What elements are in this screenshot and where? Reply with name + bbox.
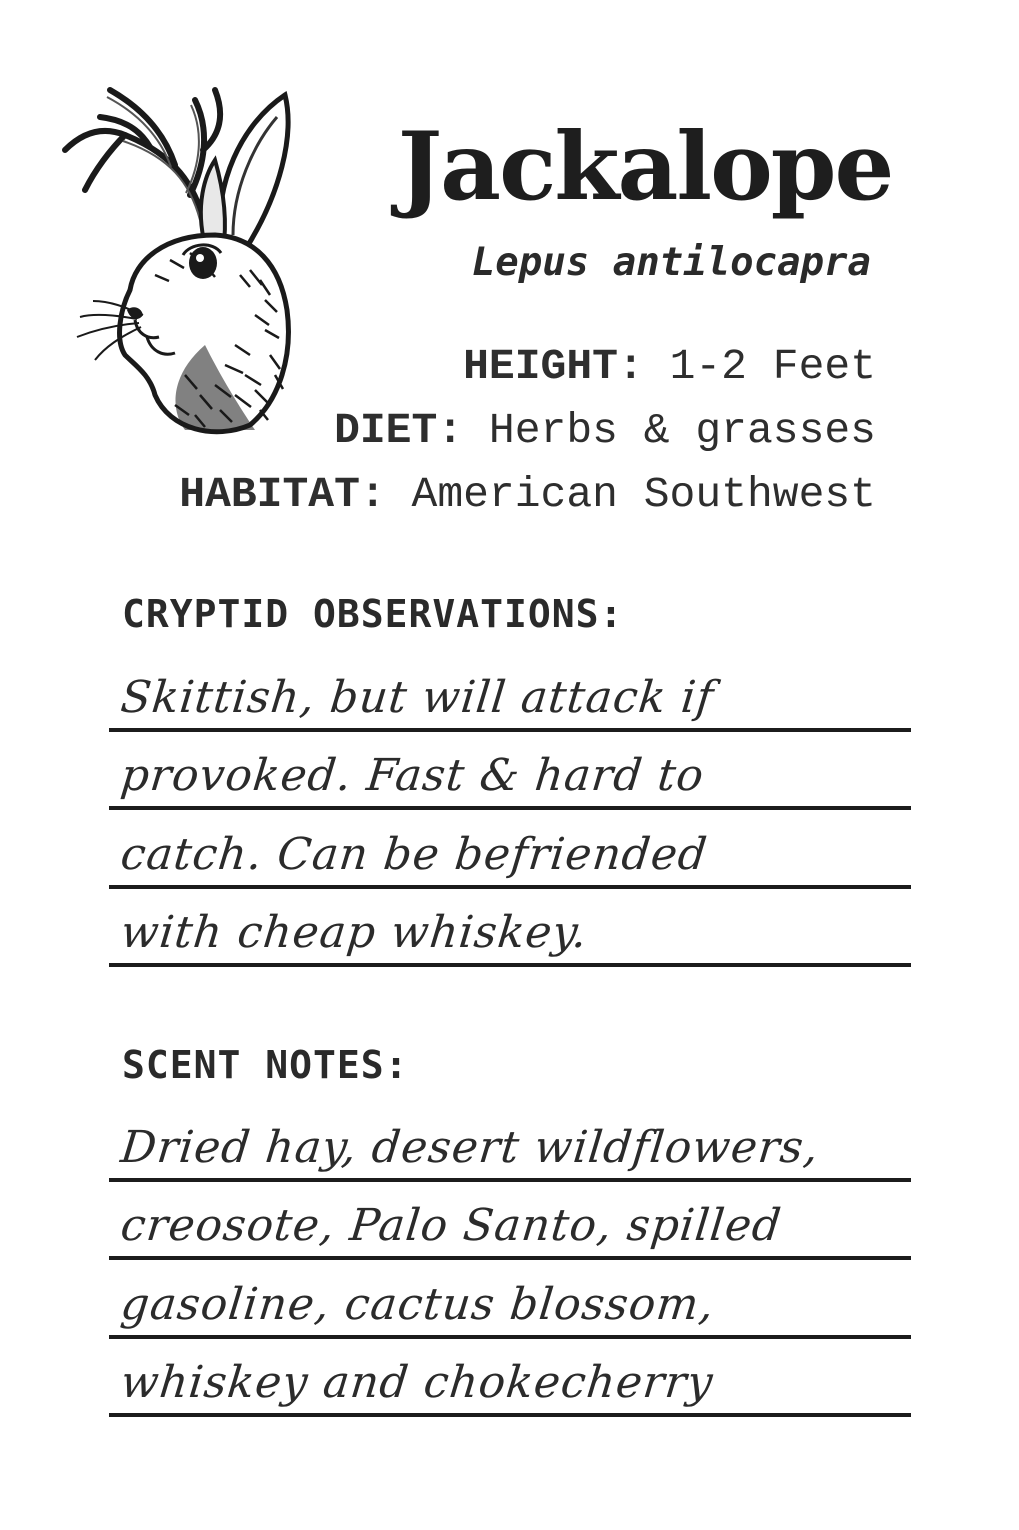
- fact-height: [463, 341, 876, 393]
- scientific-name: Lepus antilocapra: [471, 240, 871, 285]
- observations-heading: CRYPTID OBSERVATIONS:: [122, 592, 624, 636]
- fact-value: Herbs & grasses: [488, 406, 876, 455]
- fact-label: HEIGHT:: [463, 342, 644, 391]
- scent-notes-heading: SCENT NOTES:: [122, 1043, 409, 1087]
- handwritten-text: creosote, Palo Santo, spilled: [118, 1200, 785, 1251]
- fact-label: HABITAT:: [179, 470, 386, 519]
- handwritten-line: [109, 1182, 911, 1261]
- handwritten-text: Dried hay, desert wildflowers,: [118, 1121, 822, 1173]
- handwritten-line: [109, 732, 911, 811]
- handwritten-line: [109, 889, 911, 968]
- fact-label: DIET:: [334, 406, 464, 455]
- handwritten-text: catch. Can be befriended: [118, 828, 711, 880]
- handwritten-text: whiskey and chokecherry: [118, 1357, 716, 1408]
- fact-value: 1-2 Feet: [669, 342, 876, 391]
- handwritten-text: provoked. Fast & hard to: [118, 750, 707, 801]
- handwritten-line: [109, 1103, 911, 1182]
- handwritten-line: [109, 1339, 911, 1418]
- card-title: Jackalope: [397, 112, 893, 222]
- scent-notes-lines: [109, 1103, 911, 1417]
- handwritten-text: with cheap whiskey.: [118, 907, 591, 958]
- fact-value: American Southwest: [411, 470, 876, 519]
- jackalope-head-icon: [55, 75, 300, 440]
- handwritten-text: Skittish, but will attack if: [118, 671, 717, 723]
- handwritten-line: [109, 1260, 911, 1339]
- handwritten-line: [109, 653, 911, 732]
- handwritten-text: gasoline, cactus blossom,: [118, 1278, 717, 1330]
- handwritten-line: [109, 810, 911, 889]
- observations-lines: [109, 653, 911, 967]
- fact-habitat: [179, 469, 876, 521]
- fact-diet: [334, 405, 876, 457]
